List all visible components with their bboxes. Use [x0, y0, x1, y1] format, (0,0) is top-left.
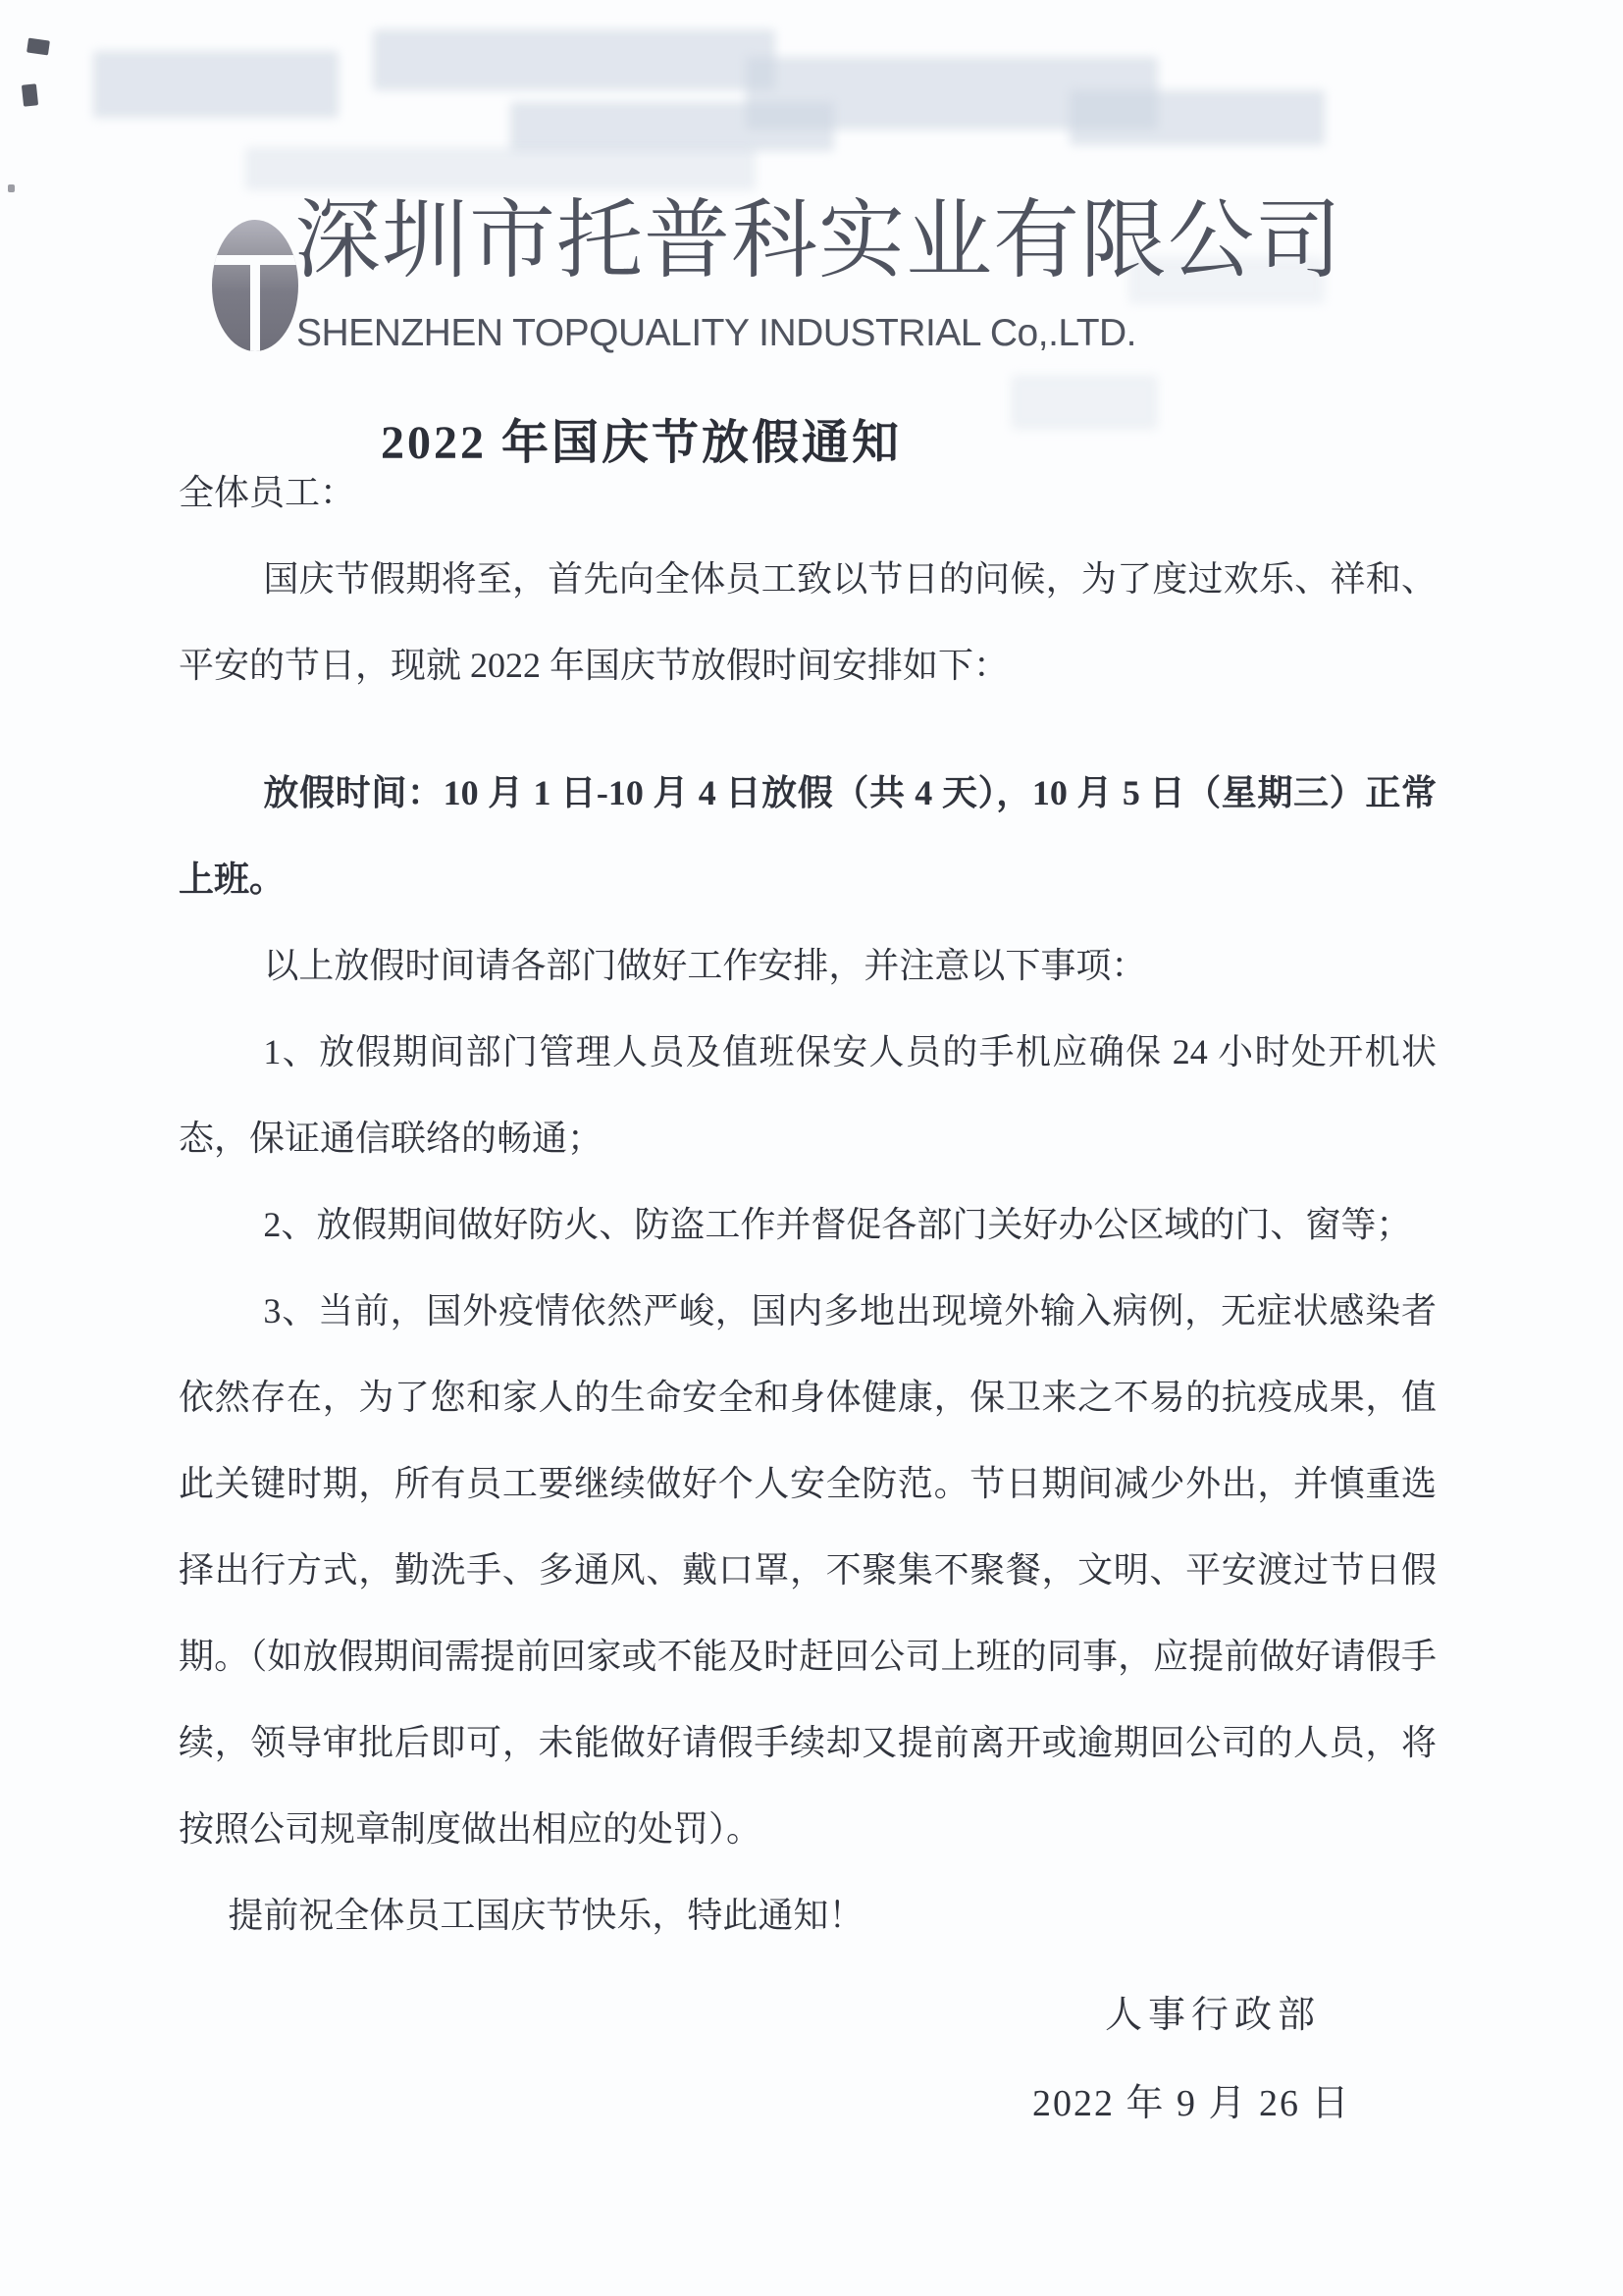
salutation: 全体员工：: [179, 473, 356, 512]
paragraph-intro: 国庆节假期将至，首先向全体员工致以节日的问候，为了度过欢乐、祥和、平安的节日，现就 2022 年国庆节放假时间安排如下：: [179, 559, 1437, 685]
paragraph-closing: 提前祝全体员工国庆节快乐，特此通知！: [228, 1896, 864, 1935]
paragraph-holiday-time: 放假时间：10 月 1 日-10 月 4 日放假（共 4 天），10 月 5 日（星期三）正常上班。: [179, 773, 1437, 899]
scan-artifact: [510, 102, 834, 151]
company-name-english: SHENZHEN TOPQUALITY INDUSTRIAL Co,.LTD.: [296, 312, 1137, 354]
signature-department: 人事行政部: [1105, 1995, 1322, 2036]
notice-date: 2022 年 9 月 26 日: [1032, 2083, 1351, 2124]
notice-title: 2022 年国庆节放假通知: [381, 417, 903, 469]
paragraph-item-1: 1、放假期间部门管理人员及值班保安人员的手机应确保 24 小时处开机状态，保证通信联络的畅通；: [179, 1032, 1437, 1158]
logo-t-vertical-bar: [250, 255, 260, 351]
paragraph-item-2: 2、放假期间做好防火、防盗工作并督促各部门关好办公区域的门、窗等；: [263, 1205, 1412, 1244]
scan-artifact: [1011, 375, 1158, 430]
scan-artifact: [93, 51, 339, 118]
paragraph-item-3: 3、当前，国外疫情依然严峻，国内多地出现境外输入病例，无症状感染者依然存在，为了您和家人的生命安全和身体健康，保卫来之不易的抗疫成果，值此关键时期，所有员工要继续做好个人安全防范。节日期间减少外出，并慎重选择出行方式，勤洗手、多通风、戴口罩，不聚集不聚餐，文明、平安渡过节日假期。（如放假期间需提前回家或不能及时赶回公司上班的同事，应提前做好请假手续，领导审批后即可，未能做好请假手续却又提前离开或逾期回公司的人员，将按照公司规章制度做出相应的处罚）。: [179, 1291, 1437, 1849]
paragraph-arrangement-note: 以上放假时间请各部门做好工作安排，并注意以下事项：: [263, 946, 1147, 985]
company-name-chinese: 深圳市托普科实业有限公司: [294, 194, 1343, 289]
scan-speck: [8, 184, 15, 192]
scan-artifact: [245, 147, 756, 190]
scan-artifact: [1070, 90, 1325, 145]
scan-speck: [26, 38, 50, 56]
notice-body: [179, 449, 1437, 1958]
company-logo-icon: [212, 220, 298, 351]
scan-speck: [22, 83, 38, 106]
scan-artifact: [373, 29, 775, 90]
